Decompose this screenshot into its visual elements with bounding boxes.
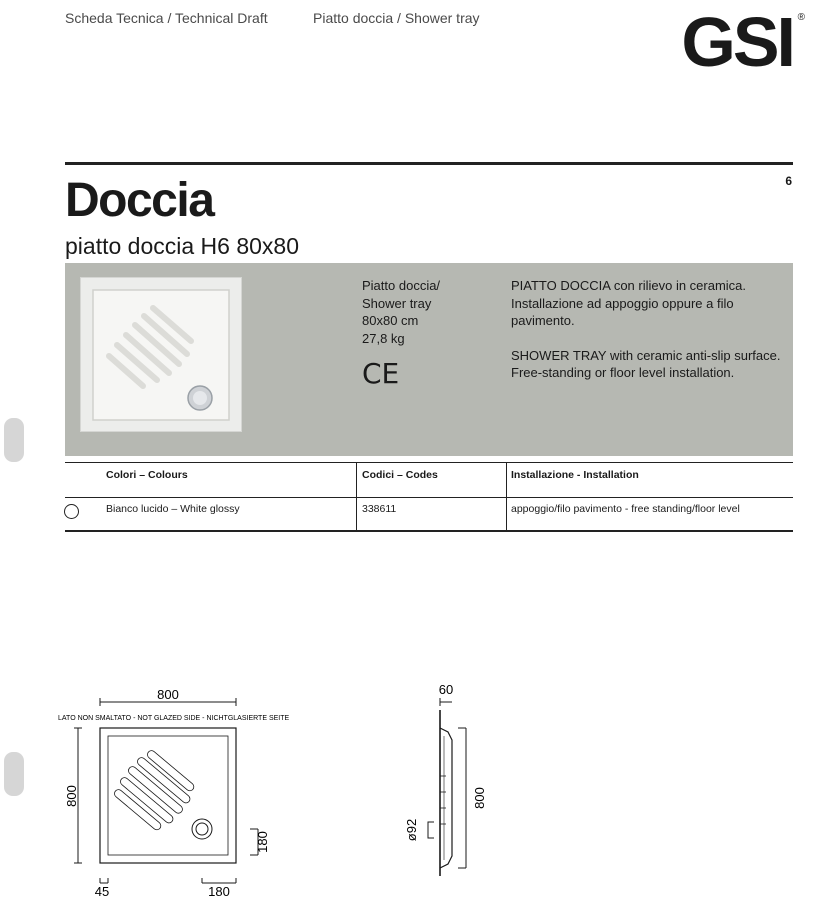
ce-mark: CE (362, 357, 400, 390)
product-photo (80, 277, 242, 432)
description-it: PIATTO DOCCIA con rilievo in ceramica. Installazione ad appoggio oppure a filo pavimento. (511, 278, 747, 328)
side-tab (4, 752, 24, 796)
cell-installation: appoggio/filo pavimento - free standing/floor level (511, 503, 740, 515)
table-col-divider (506, 463, 507, 531)
col-header-colours: Colori – Colours (106, 469, 188, 481)
col-header-codes: Codici – Codes (362, 469, 438, 481)
section-length-label: 800 (472, 787, 487, 809)
section-drawing (400, 680, 510, 890)
doc-type-label: Scheda Tecnica / Technical Draft (65, 10, 268, 26)
description-en: SHOWER TRAY with ceramic anti-slip surface. Free-standing or floor level installation. (511, 347, 781, 380)
title-rule (65, 162, 793, 165)
page-number: 6 (785, 174, 792, 188)
page-title: Doccia (65, 174, 214, 227)
plan-drain-x-label: 180 (208, 884, 230, 899)
plan-edge-label: 45 (94, 884, 110, 899)
spec-type-it: Piatto doccia/ (362, 278, 441, 293)
colour-swatch (64, 504, 79, 519)
plan-note: LATO NON SMALTATO - NOT GLAZED SIDE - NICHTGLASIERTE SEITE (58, 715, 290, 722)
category-label: Piatto doccia / Shower tray (313, 10, 480, 26)
registered-mark: ® (797, 12, 805, 23)
page-subtitle: piatto doccia H6 80x80 (65, 233, 299, 259)
col-header-installation: Installazione - Installation (511, 469, 639, 481)
section-drain-label: ø92 (404, 818, 419, 842)
table-rule-top (65, 462, 793, 463)
spec-weight: 27,8 kg (362, 330, 405, 346)
plan-width-label: 800 (157, 687, 179, 702)
description-block (511, 277, 796, 399)
shower-tray-image (81, 278, 243, 433)
brand-logo: GSI (681, 3, 793, 81)
table-col-divider (356, 463, 357, 531)
specs-block (362, 277, 440, 347)
plan-height-label: 800 (64, 785, 79, 807)
plan-drawing (50, 680, 290, 900)
table-rule-mid (65, 497, 793, 498)
table-rule-bottom (65, 530, 793, 532)
plan-drain-y-label: 180 (255, 831, 270, 853)
section-height-label: 60 (438, 682, 454, 697)
side-tab (4, 418, 24, 462)
spec-type-en: Shower tray (362, 295, 432, 311)
cell-colour: Bianco lucido – White glossy (106, 503, 240, 515)
spec-size: 80x80 cm (362, 313, 419, 328)
cell-code: 338611 (362, 503, 397, 515)
